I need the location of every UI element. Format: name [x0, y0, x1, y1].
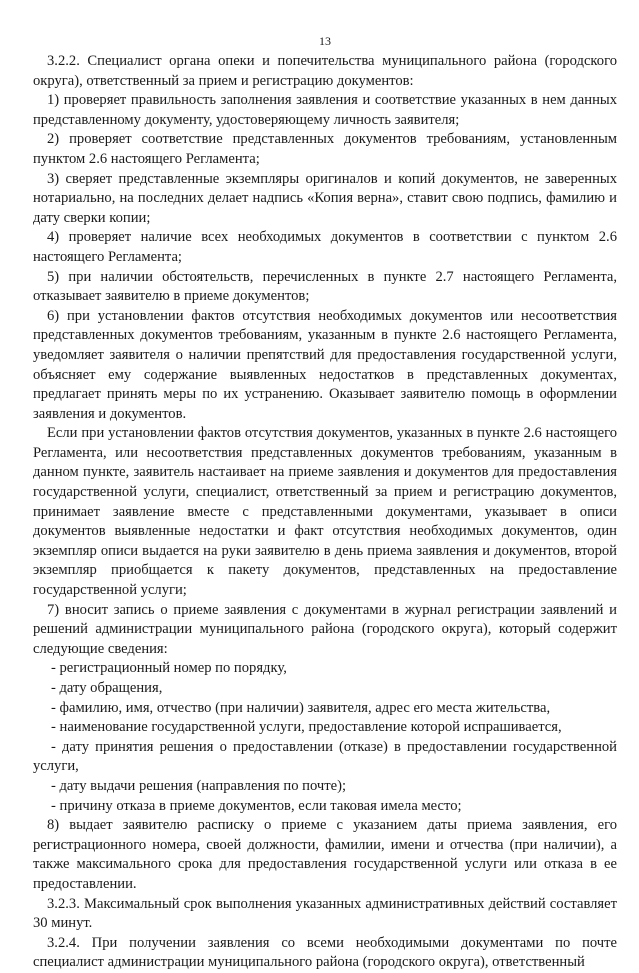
paragraph: 3.2.3. Максимальный срок выполнения указанных административных действий составляет 30 минут.	[33, 895, 617, 932]
page-number: 13	[319, 34, 331, 48]
list-item: - регистрационный номер по порядку,	[51, 660, 287, 677]
list-item: - наименование государственной услуги, предоставление которой испрашивается,	[51, 719, 562, 736]
paragraph: 4) проверяет наличие всех необходимых документов в соответствии с пунктом 2.6 настоящего Регламента;	[33, 229, 617, 265]
paragraph: 3.2.2. Специалист органа опеки и попечительства муниципального района (городского округа), ответственный за прием и регистрацию документов:	[33, 53, 617, 89]
paragraph: 8) выдает заявителю расписку о приеме с указанием даты приема заявления, его регистрационного номера, своей должности, фамилии, имени и отчества (при наличии), а также максимального срока для предоставления государственной услуги или отказа в ее предоставлении.	[33, 817, 617, 892]
paragraph: 5) при наличии обстоятельств, перечисленных в пункте 2.7 настоящего Регламента, отказывает заявителю в приеме документов;	[33, 268, 617, 305]
paragraph: Если при установлении фактов отсутствия документов, указанных в пункте 2.6 настоящего Регламента, или несоответствия представленных документов требованиям, указанным в данном пункте, заявитель настаивает на приеме заявления и документов для предоставления государственной услуги, специалист, ответственный за прием и регистрацию документов, принимает заявление вместе с представленными документами, указывает в описи документов выявленные недостатки и факт отсутствия необходимых документов, один экземпляр описи выдается на руки заявителю в день приема заявления и документов, второй экземпляр приобщается к пакету документов, представленных на предоставление государственной услуги;	[33, 425, 617, 599]
list-item: - фамилию, имя, отчество (при наличии) заявителя, адрес его места жительства,	[51, 699, 551, 716]
list-item: - дату выдачи решения (направления по почте);	[51, 777, 347, 794]
list-item: - причину отказа в приеме документов, если таковая имела место;	[51, 797, 462, 814]
paragraph: 1) проверяет правильность заполнения заявления и соответствие указанных в нем данных представленному документу, удостоверяющему личность заявителя;	[33, 92, 617, 128]
paragraph: 7) вносит запись о приеме заявления с документами в журнал регистрации заявлений и решений администрации муниципального района (городского округа), который содержит следующие сведения:	[33, 601, 617, 657]
list-item: - дату принятия решения о предоставлении (отказе) в предоставлении государственной услуги,	[33, 738, 617, 775]
paragraph: 3.2.4. При получении заявления со всеми необходимыми документами по почте специалист администрации муниципального района (городского округа), ответственный	[33, 934, 617, 971]
paragraph: 6) при установлении фактов отсутствия необходимых документов или несоответствия представленных документов требованиям, указанным в пункте 2.6 настоящего Регламента, уведомляет заявителя о наличии препятствий для предоставления государственной услуги, объясняет ему содержание выявленных недостатков в представленных документах, предлагает принять меры по их устранению. Оказывает заявителю помощь в оформлении заявления и документов.	[33, 307, 617, 422]
document-body	[33, 52, 617, 973]
paragraph: 2) проверяет соответствие представленных документов требованиям, установленным пунктом 2.6 настоящего Регламента;	[33, 131, 617, 167]
list-item: - дату обращения,	[51, 680, 163, 696]
paragraph: 3) сверяет представленные экземпляры оригиналов и копий документов, не заверенных нотариально, на последних делает надпись «Копия верна», ставит свою подпись, фамилию и дату сверки копии;	[33, 170, 617, 226]
